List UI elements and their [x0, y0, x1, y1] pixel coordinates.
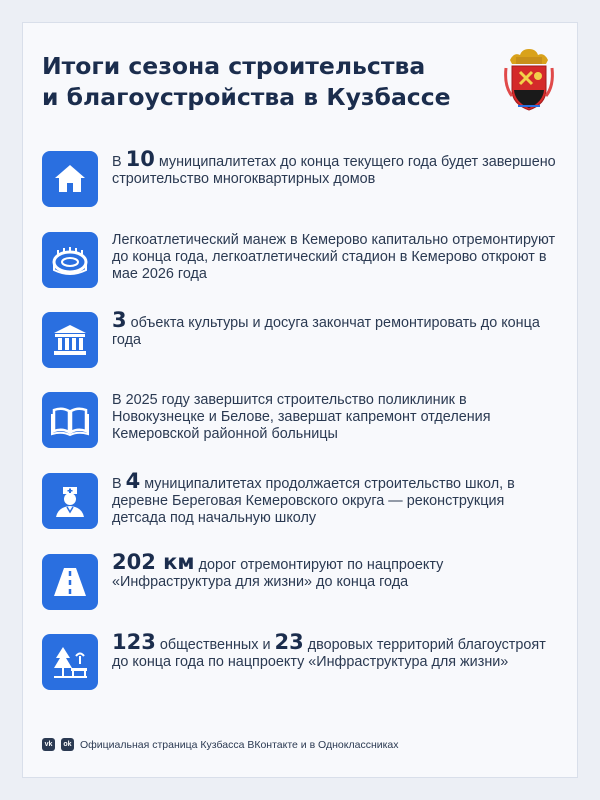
vk-icon[interactable]: vk [42, 738, 55, 751]
road-icon [42, 554, 98, 610]
house-icon [42, 151, 98, 207]
page-title [42, 51, 472, 113]
title-line-1: Итоги сезона строительства [42, 52, 426, 80]
stadium-icon [42, 232, 98, 288]
doctor-icon [42, 473, 98, 529]
museum-icon [42, 312, 98, 368]
item-text: В 2025 году завершится строительство поликлиник в Новокузнецке и Белове, завершат капремонт отделения Кемеровской районной больницы [112, 392, 491, 442]
item-text: 202 км дорог отремонтируют по нацпроекту «Инфраструктура для жизни» до конца года [112, 550, 444, 590]
open-book-icon [42, 392, 98, 448]
item-text: Легкоатлетический манеж в Кемерово капитально отремонтируют до конца года, легкоатлетический стадион в Кемерово откроют в мае 2026 года [112, 232, 556, 282]
title-line-2: и благоустройства в Кузбассе [42, 83, 451, 111]
item-text: В 4 муниципалитетах продолжается строительство школ, в деревне Береговая Кемеровского округа — реконструкция детсада под начальную школу [112, 469, 515, 526]
kuzbass-coat-of-arms-icon [502, 46, 556, 112]
footer [42, 738, 399, 751]
park-icon [42, 634, 98, 690]
item-text: В 10 муниципалитетах до конца текущего года будет завершено строительство многоквартирных домов [112, 147, 556, 187]
item-text: 123 общественных и 23 дворовых территорий благоустроят до конца года по нацпроекту «Инфраструктура для жизни» [112, 630, 546, 670]
odnoklassniki-icon[interactable]: ok [61, 738, 74, 751]
footer-text: Официальная страница Кузбасса ВКонтакте и в Одноклассниках [80, 738, 399, 751]
item-text: 3 объекта культуры и досуга закончат ремонтировать до конца года [112, 308, 540, 348]
